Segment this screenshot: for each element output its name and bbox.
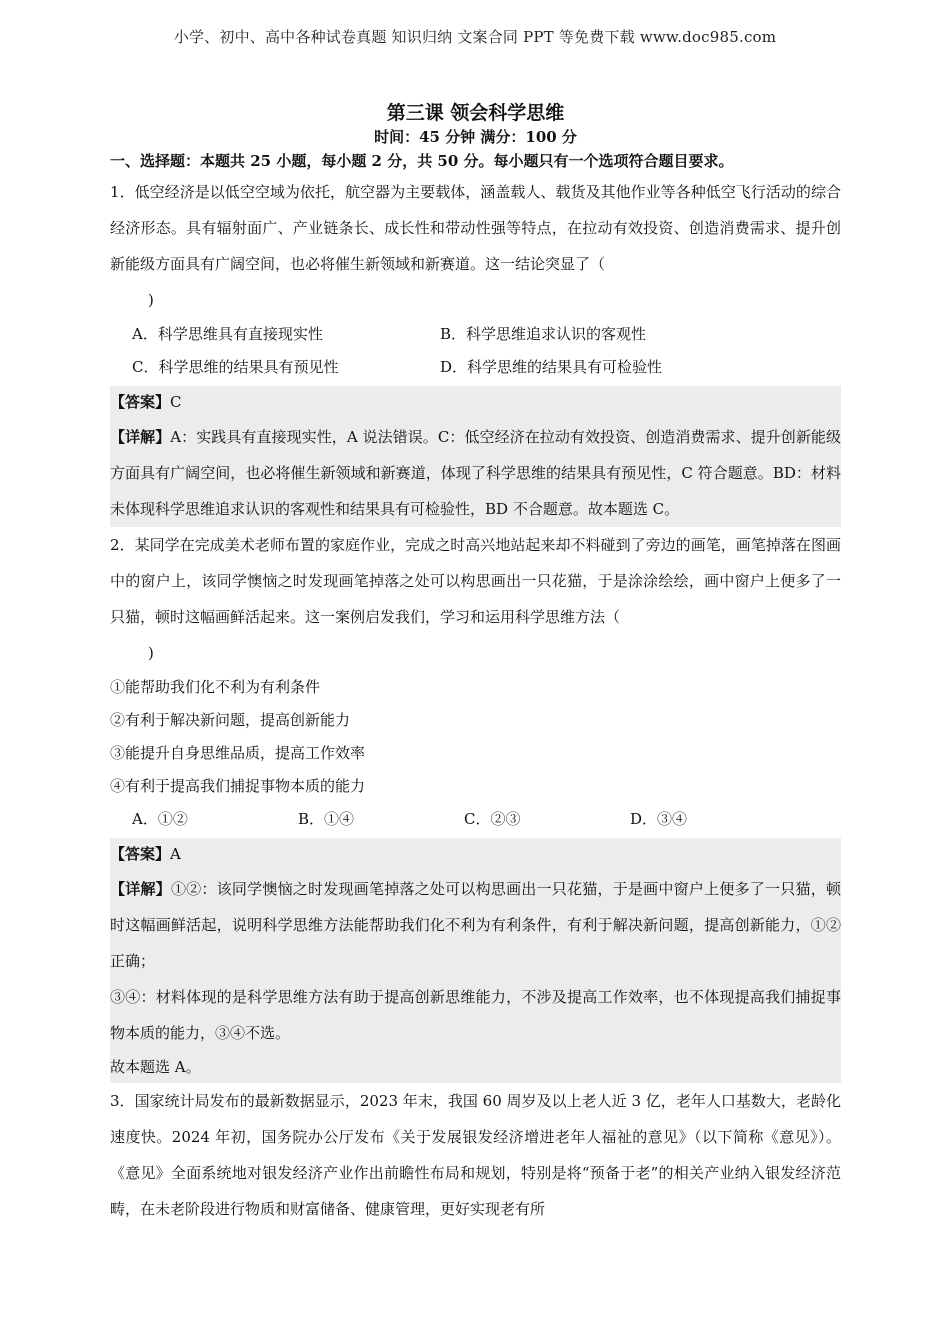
answer-value: A bbox=[170, 845, 181, 863]
page-title: 第三课 领会科学思维 bbox=[386, 102, 565, 124]
question-stem: 1．低空经济是以低空空域为依托，航空器为主要载体，涵盖载人、载货及其他作业等各种低空飞行活动的综合经济形态。具有辐射面广、产业链条长、成长性和带动性强等特点，在拉动有效投资、创造消费需求、提升创新能级方面具有广阔空间，也必将催生新领域和新赛道。这一结论突显了（ bbox=[110, 183, 841, 273]
answer-paren: ) bbox=[148, 291, 154, 309]
detail-label: 【详解】 bbox=[110, 428, 171, 446]
section-heading: 一、选择题：本题共 25 小题，每小题 2 分，共 50 分。每小题只有一个选项符合题目要求。 bbox=[110, 152, 734, 170]
question-stem: 3．国家统计局发布的最新数据显示，2023 年末，我国 60 周岁及以上老人近 3 亿，老年人口基数大，老龄化速度快。2024 年初，国务院办公厅发布《关于发展银发经济增进老年人福祉的意见》（以下简称《意见》）。《意见》全面系统地对银发经济产业作出前瞻性布局和规划，特别是将“预备于老”的相关产业纳入银发经济范畴，在未老阶段进行物质和财富储备、健康管理，更好实现老有所 bbox=[110, 1092, 841, 1218]
detail-text: ③④：材料体现的是科学思维方法有助于提高创新思维能力，不涉及提高工作效率，也不体现提高我们捕捉事物本质的能力，③④不选。 bbox=[110, 988, 841, 1042]
detail-text: 故本题选 A。 bbox=[110, 1058, 201, 1076]
answer-value: C bbox=[170, 393, 182, 411]
document-content bbox=[110, 100, 841, 1227]
statement-item: ④有利于提高我们捕捉事物本质的能力 bbox=[110, 777, 366, 795]
exam-info: 时间：45 分钟 满分：100 分 bbox=[374, 128, 577, 146]
options-row bbox=[110, 803, 841, 836]
options-row bbox=[110, 351, 841, 384]
statement-item: ③能提升自身思维品质，提高工作效率 bbox=[110, 744, 366, 762]
question-1 bbox=[110, 174, 841, 527]
answer-line bbox=[110, 838, 841, 871]
options-row bbox=[110, 318, 841, 351]
statement-item: ②有利于解决新问题，提高创新能力 bbox=[110, 711, 351, 729]
answer-paren: ) bbox=[148, 644, 154, 662]
option-d[interactable]: D．③④ bbox=[630, 810, 688, 828]
answer-block bbox=[110, 838, 841, 1083]
option-b[interactable]: B．①④ bbox=[298, 810, 355, 828]
detail-text bbox=[110, 871, 841, 979]
detail-text bbox=[110, 419, 841, 527]
question-3 bbox=[110, 1083, 841, 1227]
option-b[interactable]: B．科学思维追求认识的客观性 bbox=[440, 325, 647, 343]
option-d[interactable]: D．科学思维的结果具有可检验性 bbox=[440, 358, 663, 376]
question-stem: 2．某同学在完成美术老师布置的家庭作业，完成之时高兴地站起来却不料碰到了旁边的画笔，画笔掉落在图画中的窗户上，该同学懊恼之时发现画笔掉落之处可以构思画出一只花猫，于是涂涂绘绘，画中窗户上便多了一只猫，顿时这幅画鲜活起来。这一案例启发我们，学习和运用科学思维方法（ bbox=[110, 536, 841, 626]
detail-body: A：实践具有直接现实性，A 说法错误。C：低空经济在拉动有效投资、创造消费需求、提升创新能级方面具有广阔空间，也必将催生新领域和新赛道，体现了科学思维的结果具有预见性，C 符合题意。BD：材料未体现科学思维追求认识的客观性和结果具有可检验性，BD 不合题意。故本题选 C。 bbox=[110, 428, 841, 518]
option-c[interactable]: C．科学思维的结果具有预见性 bbox=[132, 358, 339, 376]
question-2 bbox=[110, 527, 841, 1083]
detail-label: 【详解】 bbox=[110, 880, 171, 898]
option-c[interactable]: C．②③ bbox=[464, 810, 521, 828]
option-a[interactable]: A．科学思维具有直接现实性 bbox=[132, 325, 323, 343]
site-header: 小学、初中、高中各种试卷真题 知识归纳 文案合同 PPT 等免费下载 www.doc985.com bbox=[173, 28, 777, 46]
answer-line bbox=[110, 386, 841, 419]
answer-label: 【答案】 bbox=[110, 393, 171, 411]
detail-body: ①②：该同学懊恼之时发现画笔掉落之处可以构思画出一只花猫，于是画中窗户上便多了一只猫，顿时这幅画鲜活起，说明科学思维方法能帮助我们化不利为有利条件，有利于解决新问题，提高创新能力，①②正确； bbox=[110, 880, 841, 970]
statement-item: ①能帮助我们化不利为有利条件 bbox=[110, 678, 321, 696]
answer-label: 【答案】 bbox=[110, 845, 171, 863]
option-a[interactable]: A．①② bbox=[132, 810, 188, 828]
answer-block bbox=[110, 386, 841, 527]
